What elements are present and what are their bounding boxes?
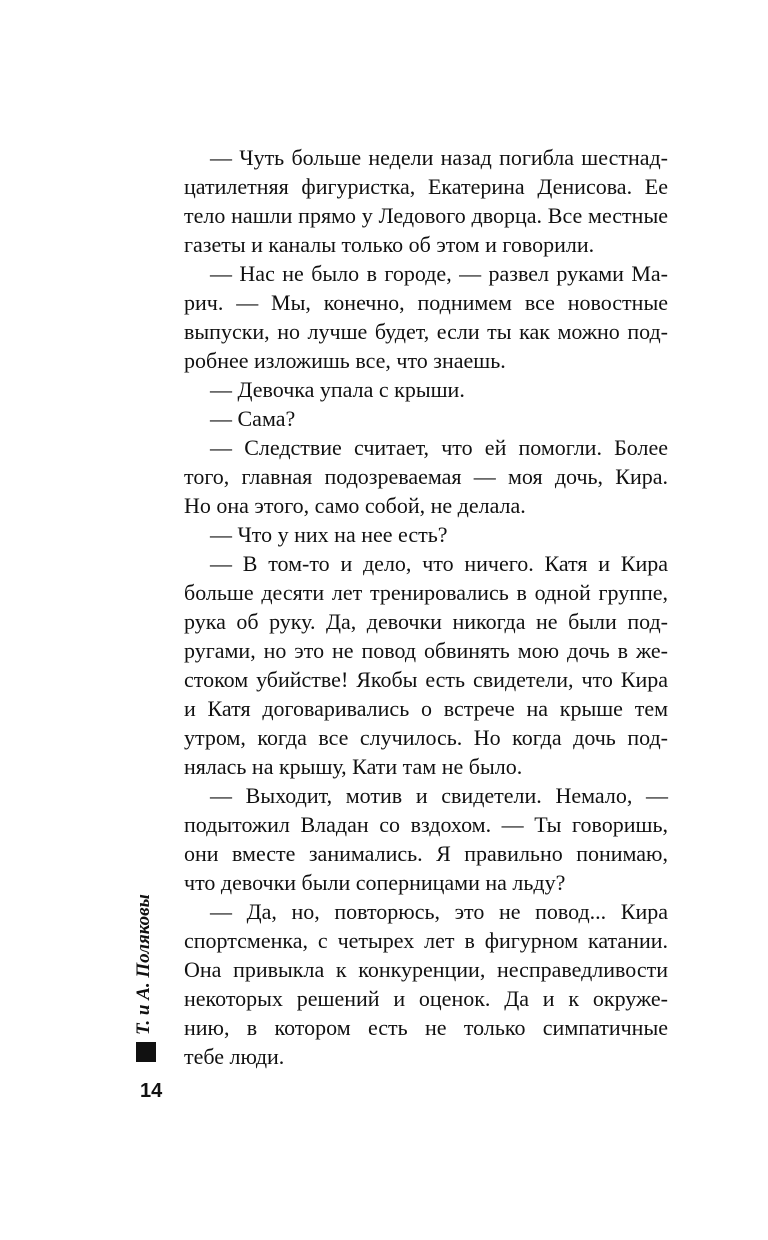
running-header-author: Т. и А. Поляковы — [133, 894, 154, 1035]
header-marker-square — [136, 1042, 156, 1062]
text-line: нялась на крышу, Кати там не было. — [184, 754, 523, 779]
text-line: того, главная подозреваемая — моя дочь, Кира. — [184, 464, 668, 489]
text-line: подытожил Владан со вздохом. — Ты говоришь, — [184, 812, 668, 837]
text-line: тебе люди. — [184, 1044, 285, 1069]
text-line: — Что у них на нее есть? — [210, 522, 448, 547]
page-number: 14 — [140, 1080, 163, 1102]
text-line: Она привыкла к конкуренции, несправедливости — [184, 957, 668, 982]
text-line: стоком убийстве! Якобы есть свидетели, что Кира — [184, 667, 668, 692]
text-line: утром, когда все случилось. Но когда дочь под- — [184, 725, 668, 750]
text-line: робнее изложишь все, что знаешь. — [184, 348, 506, 373]
text-line: они вместе занимались. Я правильно понимаю, — [184, 841, 668, 866]
text-line: спортсменка, с четырех лет в фигурном катании. — [184, 928, 668, 953]
text-line: — Да, но, повторюсь, это не повод... Кира — [210, 899, 668, 924]
text-line: — Девочка упала с крыши. — [210, 377, 465, 402]
text-line: — Выходит, мотив и свидетели. Немало, — — [210, 783, 668, 808]
text-line: — Следствие считает, что ей помогли. Более — [210, 435, 668, 460]
text-line: цатилетняя фигуристка, Екатерина Денисова. Ее — [184, 174, 668, 199]
text-line: и Катя договаривались о встрече на крыше тем — [184, 696, 668, 721]
text-line: больше десяти лет тренировались в одной группе, — [184, 580, 668, 605]
text-line: — В том-то и дело, что ничего. Катя и Кира — [210, 551, 668, 576]
text-line: Но она этого, само собой, не делала. — [184, 493, 526, 518]
text-line: — Нас не было в городе, — развел руками Ма- — [210, 261, 668, 286]
text-line: тело нашли прямо у Ледового дворца. Все местные — [184, 203, 668, 228]
text-line: рич. — Мы, конечно, поднимем все новостные — [184, 290, 668, 315]
text-line: — Чуть больше недели назад погибла шестнад- — [210, 145, 668, 170]
text-line: некоторых решений и оценок. Да и к окруже- — [184, 986, 668, 1011]
text-line: выпуски, но лучше будет, если ты как можно под- — [184, 319, 668, 344]
main-text — [184, 143, 668, 1071]
text-line: газеты и каналы только об этом и говорили. — [184, 232, 595, 257]
text-line: рука об руку. Да, девочки никогда не были под- — [184, 609, 668, 634]
text-line: — Сама? — [210, 406, 296, 431]
text-line: нию, в котором есть не только симпатичные — [184, 1015, 668, 1040]
text-line: что девочки были соперницами на льду? — [184, 870, 566, 895]
text-line: ругами, но это не повод обвинять мою дочь в же- — [184, 638, 668, 663]
